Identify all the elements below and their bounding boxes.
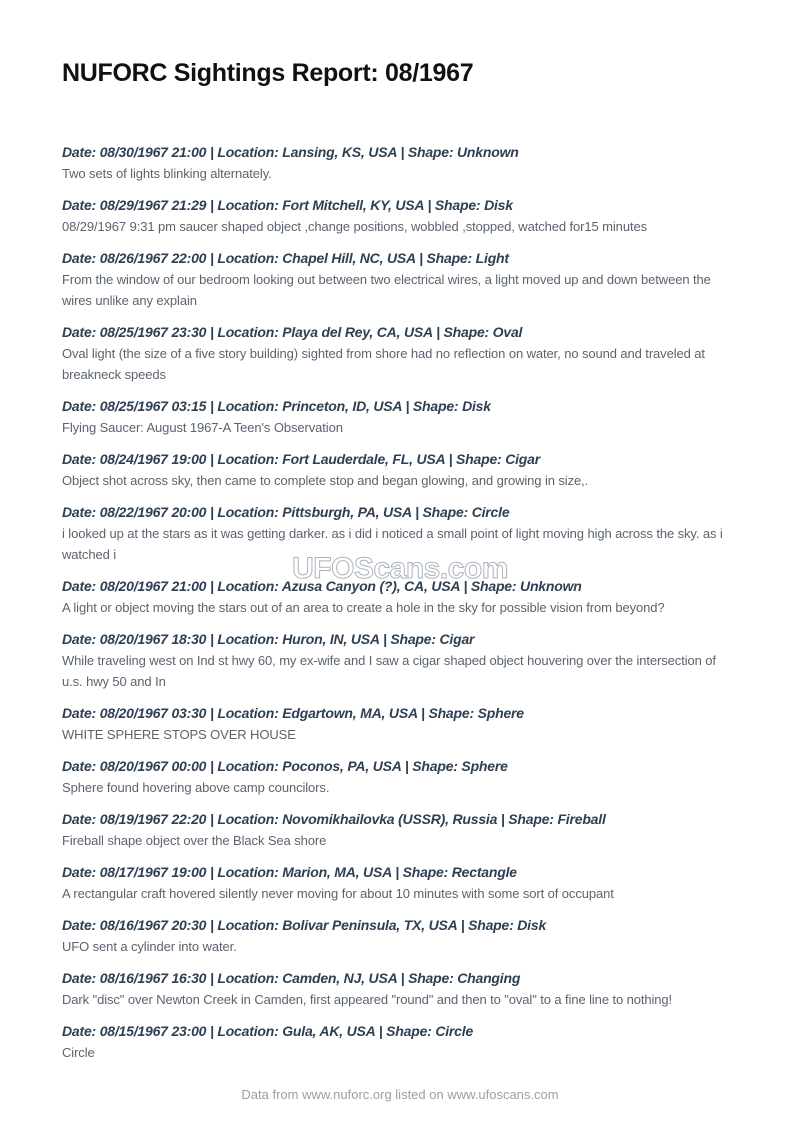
entry-header: Date: 08/25/1967 03:15 | Location: Princeton, ID, USA | Shape: Disk [62, 398, 491, 414]
entry-description: Circle [62, 1045, 95, 1060]
sighting-entry [62, 142, 738, 184]
entry-description: Object shot across sky, then came to complete stop and began glowing, and growing in size,. [62, 473, 589, 488]
sighting-entry [62, 968, 738, 1010]
entry-header: Date: 08/22/1967 20:00 | Location: Pittsburgh, PA, USA | Shape: Circle [62, 504, 510, 520]
sighting-entry [62, 195, 738, 237]
entry-header: Date: 08/15/1967 23:00 | Location: Gula, AK, USA | Shape: Circle [62, 1023, 474, 1039]
entry-description: While traveling west on Ind st hwy 60, my ex-wife and I saw a cigar shaped object houvering over the intersection of u.s. hwy 50 and In [62, 653, 716, 689]
sighting-entry [62, 322, 738, 385]
entry-description: Fireball shape object over the Black Sea shore [62, 833, 327, 848]
entry-description: Dark "disc" over Newton Creek in Camden, first appeared "round" and then to "oval" to a fine line to nothing! [62, 992, 673, 1007]
entry-description: 08/29/1967 9:31 pm saucer shaped object ,change positions, wobbled ,stopped, watched for15 minutes [62, 219, 647, 234]
entry-header: Date: 08/16/1967 20:30 | Location: Bolivar Peninsula, TX, USA | Shape: Disk [62, 917, 547, 933]
sighting-entry [62, 248, 738, 311]
entry-header: Date: 08/16/1967 16:30 | Location: Camden, NJ, USA | Shape: Changing [62, 970, 521, 986]
sighting-entry [62, 576, 738, 618]
entry-header: Date: 08/30/1967 21:00 | Location: Lansing, KS, USA | Shape: Unknown [62, 144, 519, 160]
sighting-entry [62, 703, 738, 745]
entry-description: Two sets of lights blinking alternately. [62, 166, 272, 181]
entry-description: A rectangular craft hovered silently never moving for about 10 minutes with some sort of occupant [62, 886, 614, 901]
sighting-entry [62, 629, 738, 692]
entry-header: Date: 08/25/1967 23:30 | Location: Playa del Rey, CA, USA | Shape: Oval [62, 324, 523, 340]
entry-description: UFO sent a cylinder into water. [62, 939, 237, 954]
sighting-entry [62, 756, 738, 798]
entry-description: WHITE SPHERE STOPS OVER HOUSE [62, 727, 296, 742]
sighting-entry [62, 915, 738, 957]
sighting-entry [62, 809, 738, 851]
sightings-list [62, 142, 738, 1063]
entry-header: Date: 08/20/1967 18:30 | Location: Huron, IN, USA | Shape: Cigar [62, 631, 475, 647]
entry-header: Date: 08/20/1967 03:30 | Location: Edgartown, MA, USA | Shape: Sphere [62, 705, 524, 721]
footer-credit: Data from www.nuforc.org listed on www.ufoscans.com [241, 1087, 559, 1102]
entry-description: Sphere found hovering above camp councilors. [62, 780, 330, 795]
entry-header: Date: 08/20/1967 00:00 | Location: Poconos, PA, USA | Shape: Sphere [62, 758, 508, 774]
entry-header: Date: 08/17/1967 19:00 | Location: Marion, MA, USA | Shape: Rectangle [62, 864, 517, 880]
sighting-entry [62, 502, 738, 565]
entry-description: Oval light (the size of a five story building) sighted from shore had no reflection on water, no sound and traveled at breakneck speeds [62, 346, 705, 382]
entry-header: Date: 08/19/1967 22:20 | Location: Novomikhailovka (USSR), Russia | Shape: Fireball [62, 811, 606, 827]
entry-description: From the window of our bedroom looking out between two electrical wires, a light moved up and down between the wires unlike any explain [62, 272, 711, 308]
sighting-entry [62, 396, 738, 438]
sighting-entry [62, 1021, 738, 1063]
sighting-entry [62, 862, 738, 904]
page-title: NUFORC Sightings Report: 08/1967 [62, 59, 474, 87]
entry-description: A light or object moving the stars out of an area to create a hole in the sky for possible vision from beyond? [62, 600, 665, 615]
watermark: UFOScans.com [292, 552, 508, 585]
entry-header: Date: 08/29/1967 21:29 | Location: Fort Mitchell, KY, USA | Shape: Disk [62, 197, 513, 213]
entry-header: Date: 08/20/1967 21:00 | Location: Azusa Canyon (?), CA, USA | Shape: Unknown [62, 578, 582, 594]
sighting-entry [62, 449, 738, 491]
entry-header: Date: 08/26/1967 22:00 | Location: Chapel Hill, NC, USA | Shape: Light [62, 250, 509, 266]
entry-header: Date: 08/24/1967 19:00 | Location: Fort Lauderdale, FL, USA | Shape: Cigar [62, 451, 540, 467]
entry-description: Flying Saucer: August 1967-A Teen's Observation [62, 420, 343, 435]
entry-description: i looked up at the stars as it was getting darker. as i did i noticed a small point of light moving high across the sky. as i watched i [62, 526, 723, 562]
